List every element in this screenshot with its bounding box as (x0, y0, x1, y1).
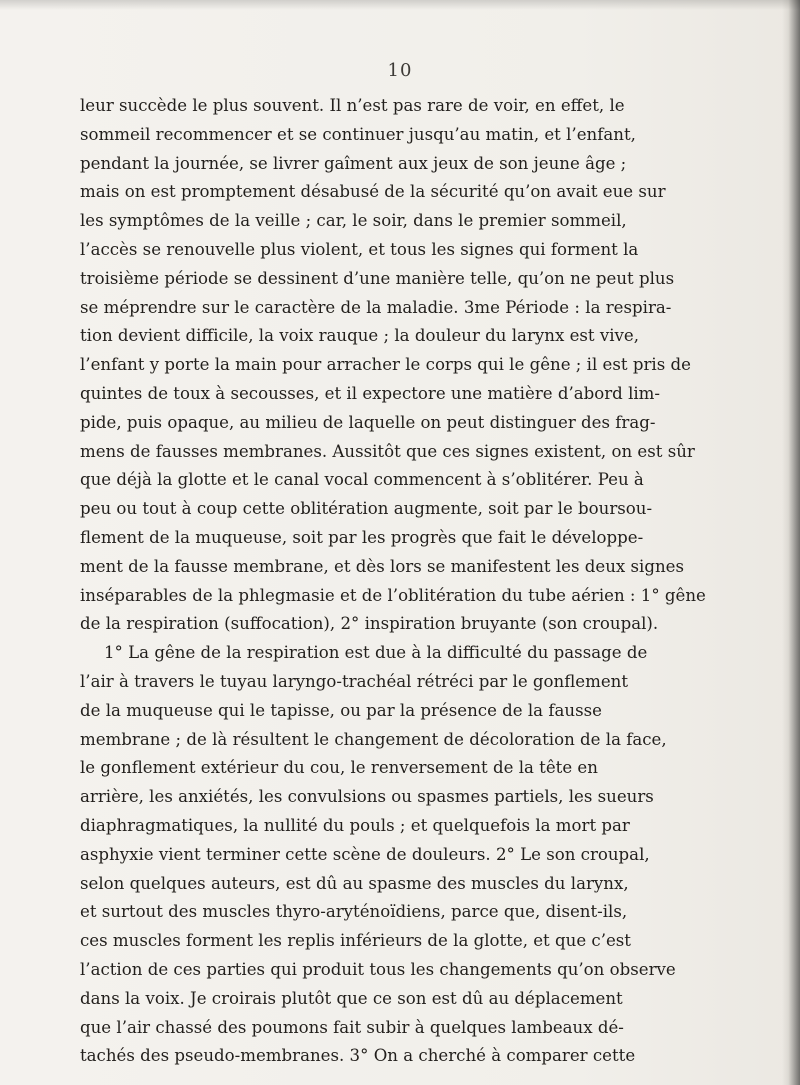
text-line-02: sommeil recommencer et se continuer jusqu’au matin, et l’enfant, (80, 124, 636, 144)
text-line-01: leur succède le plus souvent. Il n’est pas rare de voir, en effet, le (80, 96, 625, 115)
text-line-12: pide, puis opaque, au milieu de laquelle on peut distinguer des frag- (80, 412, 656, 432)
text-line-24: le gonflement extérieur du cou, le renversement de la tête en (80, 758, 598, 778)
text-line-15: peu ou tout à coup cette oblitération augmente, soit par le boursou- (80, 499, 653, 519)
text-line-26: diaphragmatiques, la nullité du pouls ; et quelquefois la mort par (80, 815, 630, 835)
text-line-31: l’action de ces parties qui produit tous les changements qu’on observe (80, 959, 676, 979)
text-line-06: l’accès se renouvelle plus violent, et tous les signes qui forment la (80, 239, 639, 259)
text-line-27: asphyxie vient terminer cette scène de douleurs. 2° Le son croupal, (80, 844, 650, 864)
text-line-16: flement de la muqueuse, soit par les progrès que fait le développe- (80, 527, 644, 547)
text-line-07: troisième période se dessinent d’une manière telle, qu’on ne peut plus (80, 268, 675, 288)
text-line-20: 1° La gêne de la respiration est due à la difficulté du passage de (104, 643, 648, 663)
text-line-10: l’enfant y porte la main pour arracher le corps qui le gêne ; il est pris de (80, 355, 691, 375)
text-line-17: ment de la fausse membrane, et dès lors se manifestent les deux signes (80, 556, 685, 576)
text-line-23: membrane ; de là résultent le changement de décoloration de la face, (80, 729, 667, 749)
text-line-34: tachés des pseudo-membranes. 3° On a cherché à comparer cette (80, 1046, 636, 1066)
text-line-21: l’air à travers le tuyau laryngo-trachéal rétréci par le gonflement (80, 671, 629, 691)
text-line-19: de la respiration (suffocation), 2° inspiration bruyante (son croupal). (80, 614, 659, 634)
text-line-22: de la muqueuse qui le tapisse, ou par la présence de la fausse (80, 700, 602, 720)
text-line-18: inséparables de la phlegmasie et de l’oblitération du tube aérien : 1° gêne (80, 585, 706, 605)
text-line-28: selon quelques auteurs, est dû au spasme des muscles du larynx, (80, 873, 629, 893)
text-line-13: mens de fausses membranes. Aussitôt que ces signes existent, on est sûr (80, 441, 695, 461)
text-line-09: tion devient difficile, la voix rauque ; la douleur du larynx est vive, (80, 326, 640, 346)
top-page-shadow (0, 0, 800, 10)
text-line-05: les symptômes de la veille ; car, le soir, dans le premier sommeil, (80, 211, 627, 231)
text-line-32: dans la voix. Je croirais plutôt que ce son est dû au déplacement (80, 988, 623, 1008)
text-line-08: se méprendre sur le caractère de la maladie. 3me Période : la respira- (80, 297, 672, 317)
text-line-14: que déjà la glotte et le canal vocal commencent à s’oblitérer. Peu à (80, 470, 644, 490)
text-line-04: mais on est promptement désabusé de la sécurité qu’on avait eue sur (80, 182, 666, 202)
body-text (80, 92, 800, 1071)
text-line-30: ces muscles forment les replis inférieurs de la glotte, et que c’est (80, 931, 631, 951)
page-number: 10 (387, 60, 413, 81)
text-line-03: pendant la journée, se livrer gaîment aux jeux de son jeune âge ; (80, 153, 627, 173)
text-line-29: et surtout des muscles thyro-aryténoïdiens, parce que, disent-ils, (80, 902, 628, 922)
text-line-11: quintes de toux à secousses, et il expectore une matière d’abord lim- (80, 383, 661, 403)
text-line-25: arrière, les anxiétés, les convulsions ou spasmes partiels, les sueurs (80, 787, 654, 807)
text-line-33: que l’air chassé des poumons fait subir à quelques lambeaux dé- (80, 1017, 624, 1037)
